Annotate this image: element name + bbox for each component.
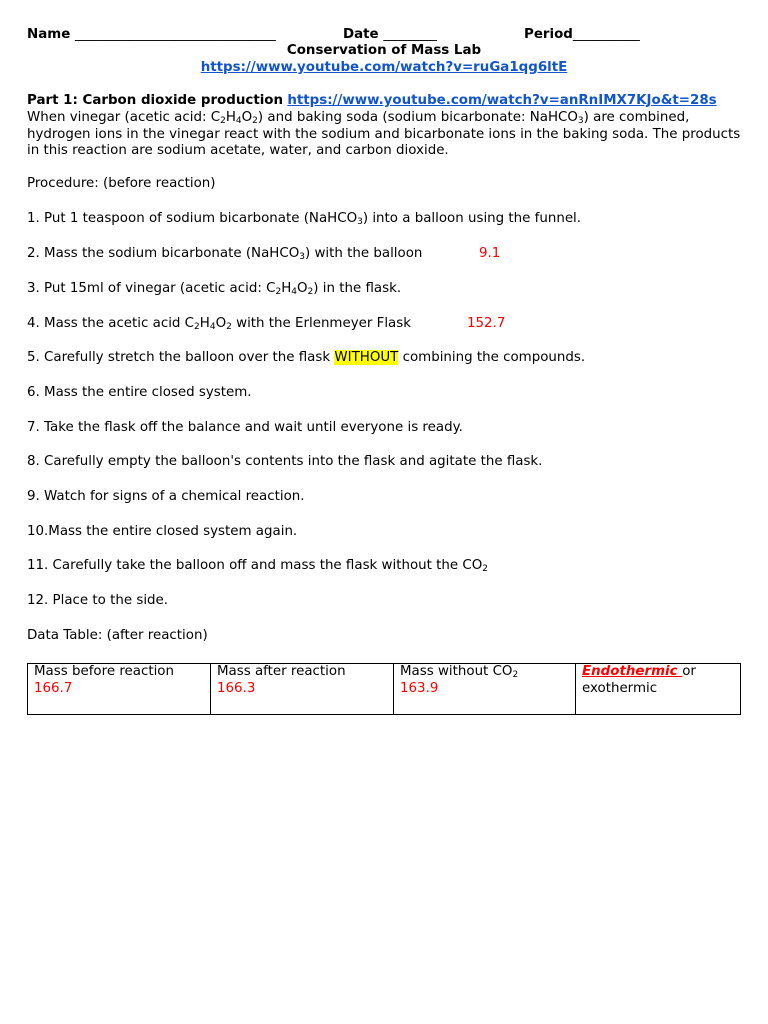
period-group — [524, 27, 640, 42]
cell-mass-before[interactable] — [28, 664, 211, 715]
period-field[interactable]: __________ — [572, 27, 640, 42]
step-5: 5. Carefully stretch the balloon over the flask WITHOUT combining the compounds. — [27, 350, 586, 365]
cell-label: Mass without $CO_2$ — [400, 664, 519, 680]
without-highlight: WITHOUT — [334, 350, 399, 365]
step-2: 2. Mass the sodium bicarbonate (NaHCO$_3$) with the balloon — [27, 246, 423, 262]
part1-heading-row — [27, 93, 717, 108]
step-2-answer: 9.1 — [479, 246, 501, 261]
cell-endo-exo[interactable] — [576, 664, 741, 715]
intro-text-b: ) and baking soda (sodium bicarbonate: NaHCO — [257, 110, 578, 125]
title-video-link[interactable]: https://www.youtube.com/watch?v=ruGa1qg6ltE — [200, 60, 568, 75]
intro-text-a: When vinegar (acetic acid: C — [27, 110, 221, 125]
part1-intro: When vinegar (acetic acid: $C_2H_4O_2$) and baking soda (sodium bicarbonate: NaHCO$_3$) are combined, hydrogen ions in the vinegar react with the sodium and bicarbonate ions in the baking soda. The products in this reaction are sodium acetate, water, and carbon dioxide. — [27, 110, 741, 159]
cell-mass-without-co2[interactable] — [394, 664, 576, 715]
step-6: 6. Mass the entire closed system. — [27, 385, 252, 400]
date-label: Date — [343, 27, 379, 42]
data-table — [27, 663, 741, 715]
procedure-label: Procedure: (before reaction) — [27, 176, 216, 191]
cell-label: Mass before reaction — [34, 664, 174, 679]
part1-video-link[interactable]: https://www.youtube.com/watch?v=anRnIMX7KJo&t=28s — [287, 93, 717, 108]
cell-label-exothermic: exothermic — [582, 680, 658, 696]
date-field[interactable]: ________ — [383, 27, 437, 42]
cell-value: 166.3 — [217, 680, 256, 696]
period-label: Period — [524, 27, 573, 42]
step-3: 3. Put 15ml of vinegar (acetic acid: $C_2H_4O_2$) in the flask. — [27, 281, 402, 297]
endothermic-answer: Endothermic — [582, 664, 683, 679]
cell-label: Endothermic or — [582, 664, 696, 679]
step-4-answer: 152.7 — [467, 316, 506, 331]
cell-mass-after[interactable] — [211, 664, 394, 715]
cell-value: 163.9 — [400, 680, 439, 696]
step-7: 7. Take the flask off the balance and wait until everyone is ready. — [27, 420, 463, 435]
step-11: 11. Carefully take the balloon off and mass the flask without the $CO_2$ — [27, 558, 489, 574]
table-row — [28, 664, 741, 715]
header-line — [27, 27, 276, 42]
step-12: 12. Place to the side. — [27, 593, 169, 608]
name-label: Name — [27, 27, 71, 42]
step-8: 8. Carefully empty the balloon's contents into the flask and agitate the flask. — [27, 454, 543, 469]
part1-heading: Part 1: Carbon dioxide production — [27, 93, 284, 108]
step-4: 4. Mass the acetic acid $C_2H_4O_2$ with the Erlenmeyer Flask — [27, 316, 411, 332]
name-field[interactable]: ______________________________ — [74, 27, 276, 42]
intro-text-c: ) are combined, hydrogen ions in the vinegar react with the sodium and bicarbonate ions in the baking soda. The products in this reaction are sodium acetate, water, and carbon dioxide. — [27, 110, 741, 159]
step-1: 1. Put 1 teaspoon of sodium bicarbonate (NaHCO$_3$) into a balloon using the funnel. — [27, 211, 582, 227]
step-10: 10.Mass the entire closed system again. — [27, 524, 298, 539]
date-group — [343, 27, 437, 42]
step-9: 9. Watch for signs of a chemical reaction. — [27, 489, 305, 504]
cell-value: 166.7 — [34, 680, 73, 696]
cell-label: Mass after reaction — [217, 664, 346, 679]
title-link-row — [0, 60, 768, 75]
page-title: Conservation of Mass Lab — [286, 43, 482, 58]
data-table-label: Data Table: (after reaction) — [27, 628, 208, 643]
